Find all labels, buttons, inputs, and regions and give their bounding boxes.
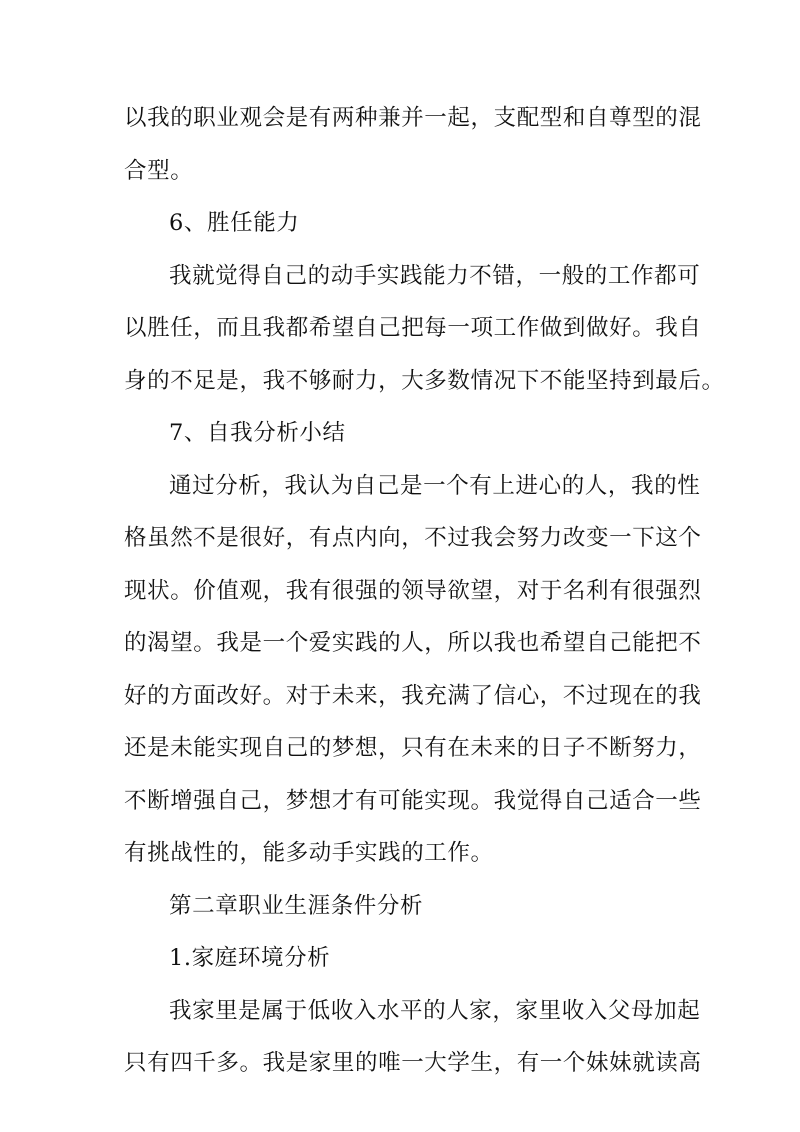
text-line-18: 我家里是属于低收入水平的人家，家里收入父母加起 <box>169 997 701 1024</box>
text-line-5: 以胜任，而且我都希望自己把每一项工作做到做好。我自 <box>124 315 702 341</box>
text-line-11: 的渴望。我是一个爱实践的人，所以我也希望自己能把不 <box>124 630 702 656</box>
chapter-heading-career-conditions: 第二章职业生涯条件分析 <box>169 892 424 919</box>
text-line-10: 现状。价值观，我有很强的领导欲望，对于名利有很强烈 <box>124 577 702 604</box>
text-line-14: 不断增强自己，梦想才有可能实现。我觉得自己适合一些 <box>124 787 702 814</box>
section-heading-family-environment: 1.家庭环境分析 <box>169 945 331 971</box>
text-line-8: 通过分析，我认为自己是一个有上进心的人，我的性 <box>169 472 701 499</box>
text-line-4: 我就觉得自己的动手实践能力不错，一般的工作都可 <box>169 262 701 289</box>
section-heading-self-analysis-summary: 7、自我分析小结 <box>169 420 346 446</box>
text-line-6: 身的不足是，我不够耐力，大多数情况下不能坚持到最后。 <box>124 367 725 394</box>
text-line-13: 还是未能实现自己的梦想，只有在未来的日子不断努力， <box>124 735 702 761</box>
text-line-1: 以我的职业观会是有两种兼并一起，支配型和自尊型的混 <box>124 105 702 131</box>
text-line-2: 合型。 <box>124 157 194 184</box>
text-line-9: 格虽然不是很好，有点内向，不过我会努力改变一下这个 <box>124 525 702 551</box>
document-body <box>124 92 725 1090</box>
text-line-15: 有挑战性的，能多动手实践的工作。 <box>124 840 494 866</box>
section-heading-competence: 6、胜任能力 <box>169 210 300 236</box>
text-line-12: 好的方面改好。对于未来，我充满了信心，不过现在的我 <box>124 682 702 709</box>
text-line-19: 只有四千多。我是家里的唯一大学生，有一个妹妹就读高 <box>124 1050 702 1076</box>
